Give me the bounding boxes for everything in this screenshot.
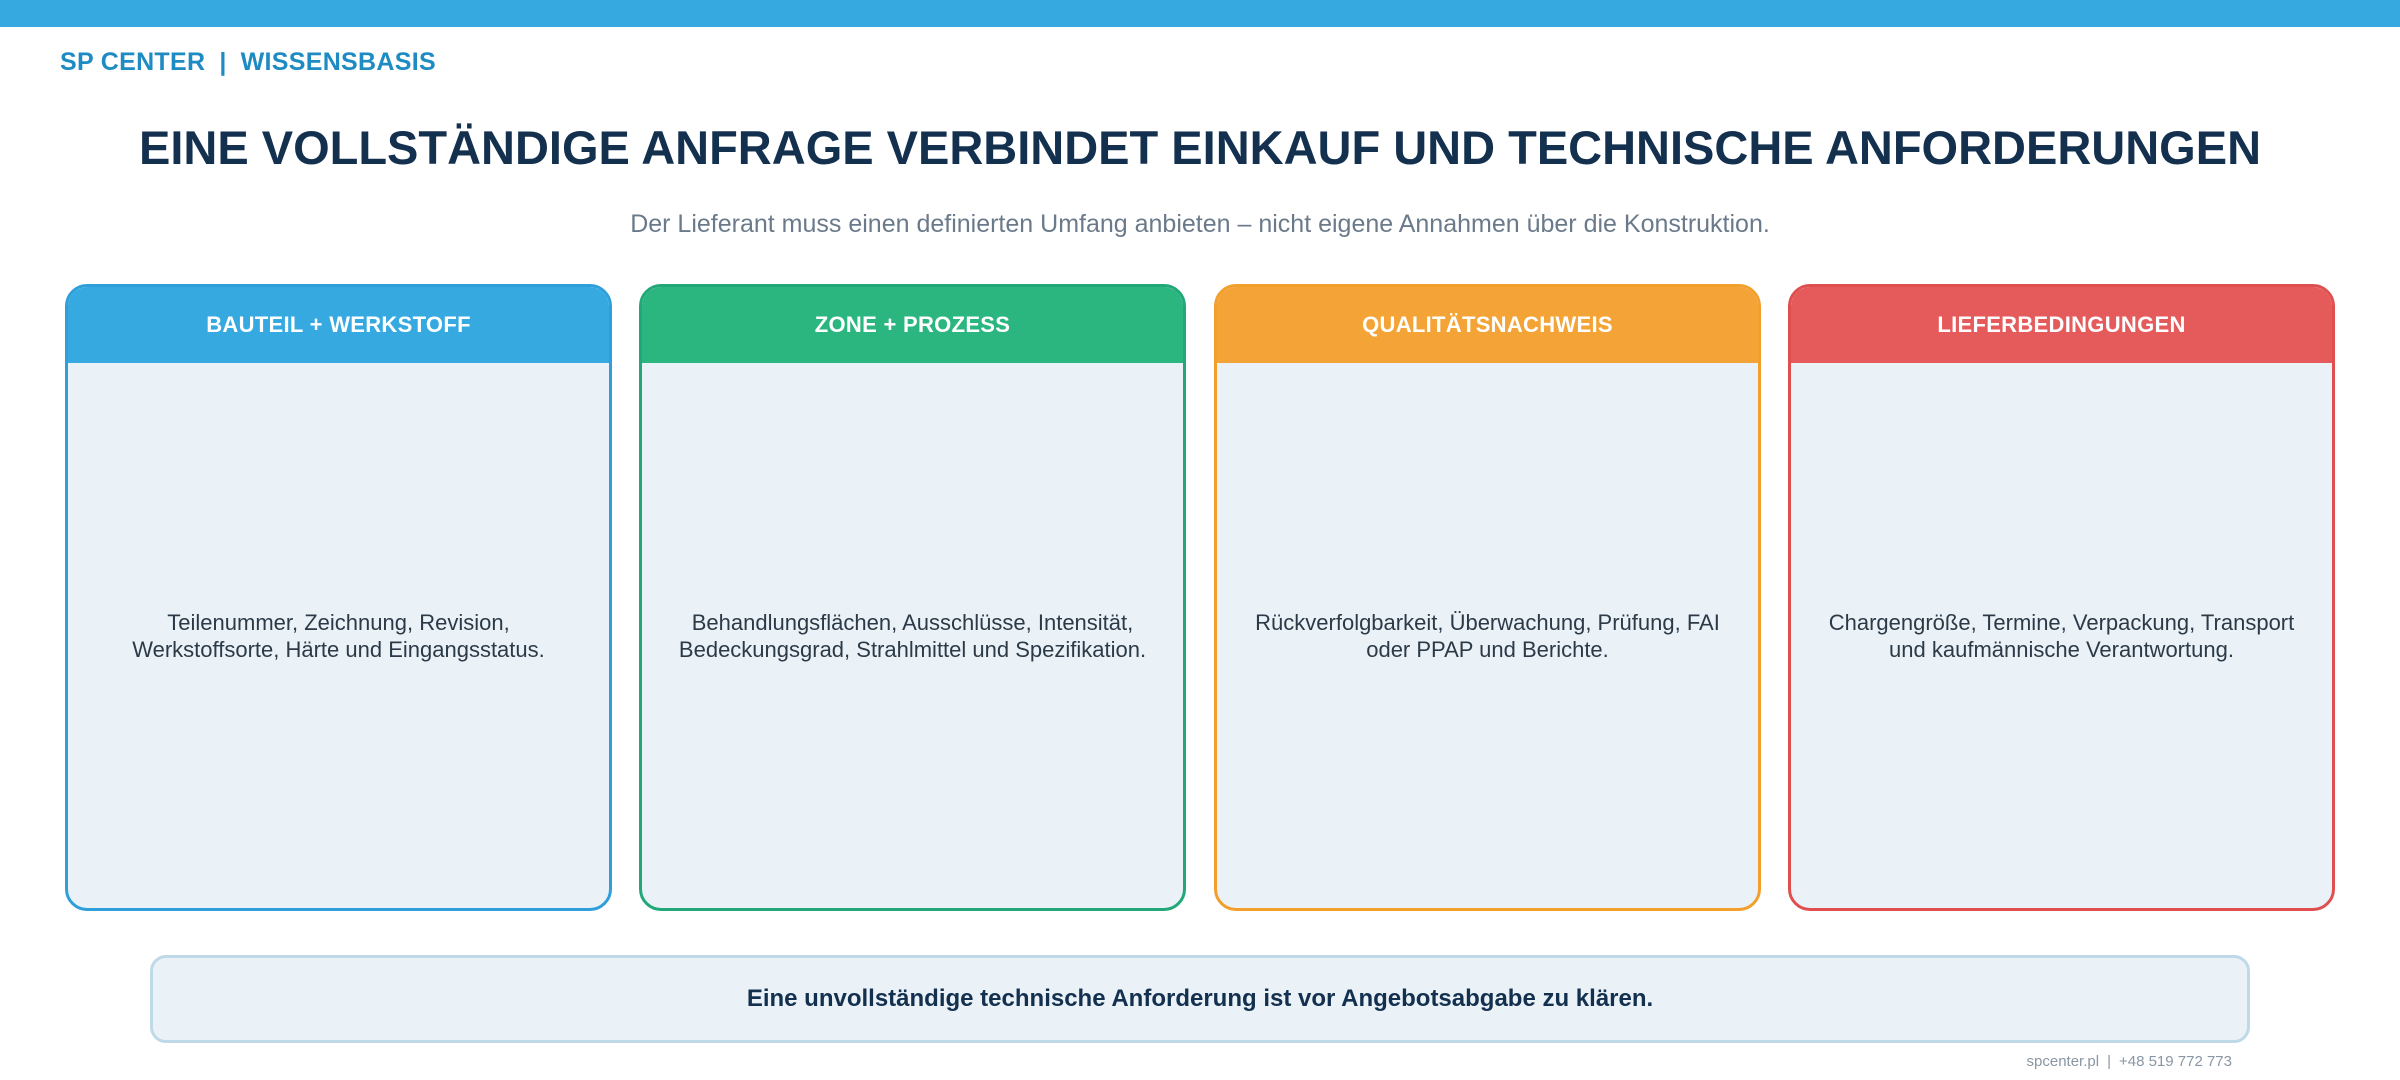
card-title: ZONE + PROZESS	[814, 312, 1011, 337]
card-text: Teilenummer, Zeichnung, Revision, Werkstoffsorte, Härte und Eingangsstatus.	[132, 609, 545, 662]
footer-separator: |	[2107, 1053, 2111, 1070]
footer-website: spcenter.pl	[2026, 1053, 2100, 1070]
card-bauteil-werkstoff	[65, 284, 612, 911]
note-box	[150, 955, 2250, 1043]
card-header	[1217, 287, 1758, 363]
card-text: Behandlungsflächen, Ausschlüsse, Intensität, Bedeckungsgrad, Strahlmittel und Spezifikation.	[678, 609, 1147, 662]
page-title: EINE VOLLSTÄNDIGE ANFRAGE VERBINDET EINKAUF UND TECHNISCHE ANFORDERUNGEN	[138, 121, 2262, 174]
card-header	[1791, 287, 2332, 363]
card-header	[642, 287, 1183, 363]
card-title: QUALITÄTSNACHWEIS	[1362, 312, 1613, 337]
card-body	[1217, 363, 1758, 908]
card-title: BAUTEIL + WERKSTOFF	[206, 312, 471, 337]
footer	[2027, 1053, 2232, 1070]
brand-separator: |	[219, 48, 227, 76]
brand-name: SP CENTER	[60, 48, 206, 76]
brand-section: WISSENSBASIS	[240, 48, 436, 76]
card-zone-prozess	[639, 284, 1186, 911]
card-header	[68, 287, 609, 363]
card-body	[68, 363, 609, 908]
footer-phone: +48 519 772 773	[2118, 1053, 2232, 1070]
card-text: Rückverfolgbarkeit, Überwachung, Prüfung, FAI oder PPAP und Berichte.	[1255, 609, 1720, 662]
top-accent-bar	[0, 0, 2400, 27]
card-body	[642, 363, 1183, 908]
page-subtitle: Der Lieferant muss einen definierten Umfang anbieten – nicht eigene Annahmen über die Konstruktion.	[630, 210, 1770, 238]
card-qualitaetsnachweis	[1214, 284, 1761, 911]
card-lieferbedingungen	[1788, 284, 2335, 911]
card-body	[1791, 363, 2332, 908]
card-text: Chargengröße, Termine, Verpackung, Transport und kaufmännische Verantwortung.	[1828, 609, 2295, 662]
brand-header	[60, 48, 436, 77]
card-title: LIEFERBEDINGUNGEN	[1937, 312, 2186, 337]
note-text: Eine unvollständige technische Anforderung ist vor Angebotsabgabe zu klären.	[746, 985, 1654, 1012]
